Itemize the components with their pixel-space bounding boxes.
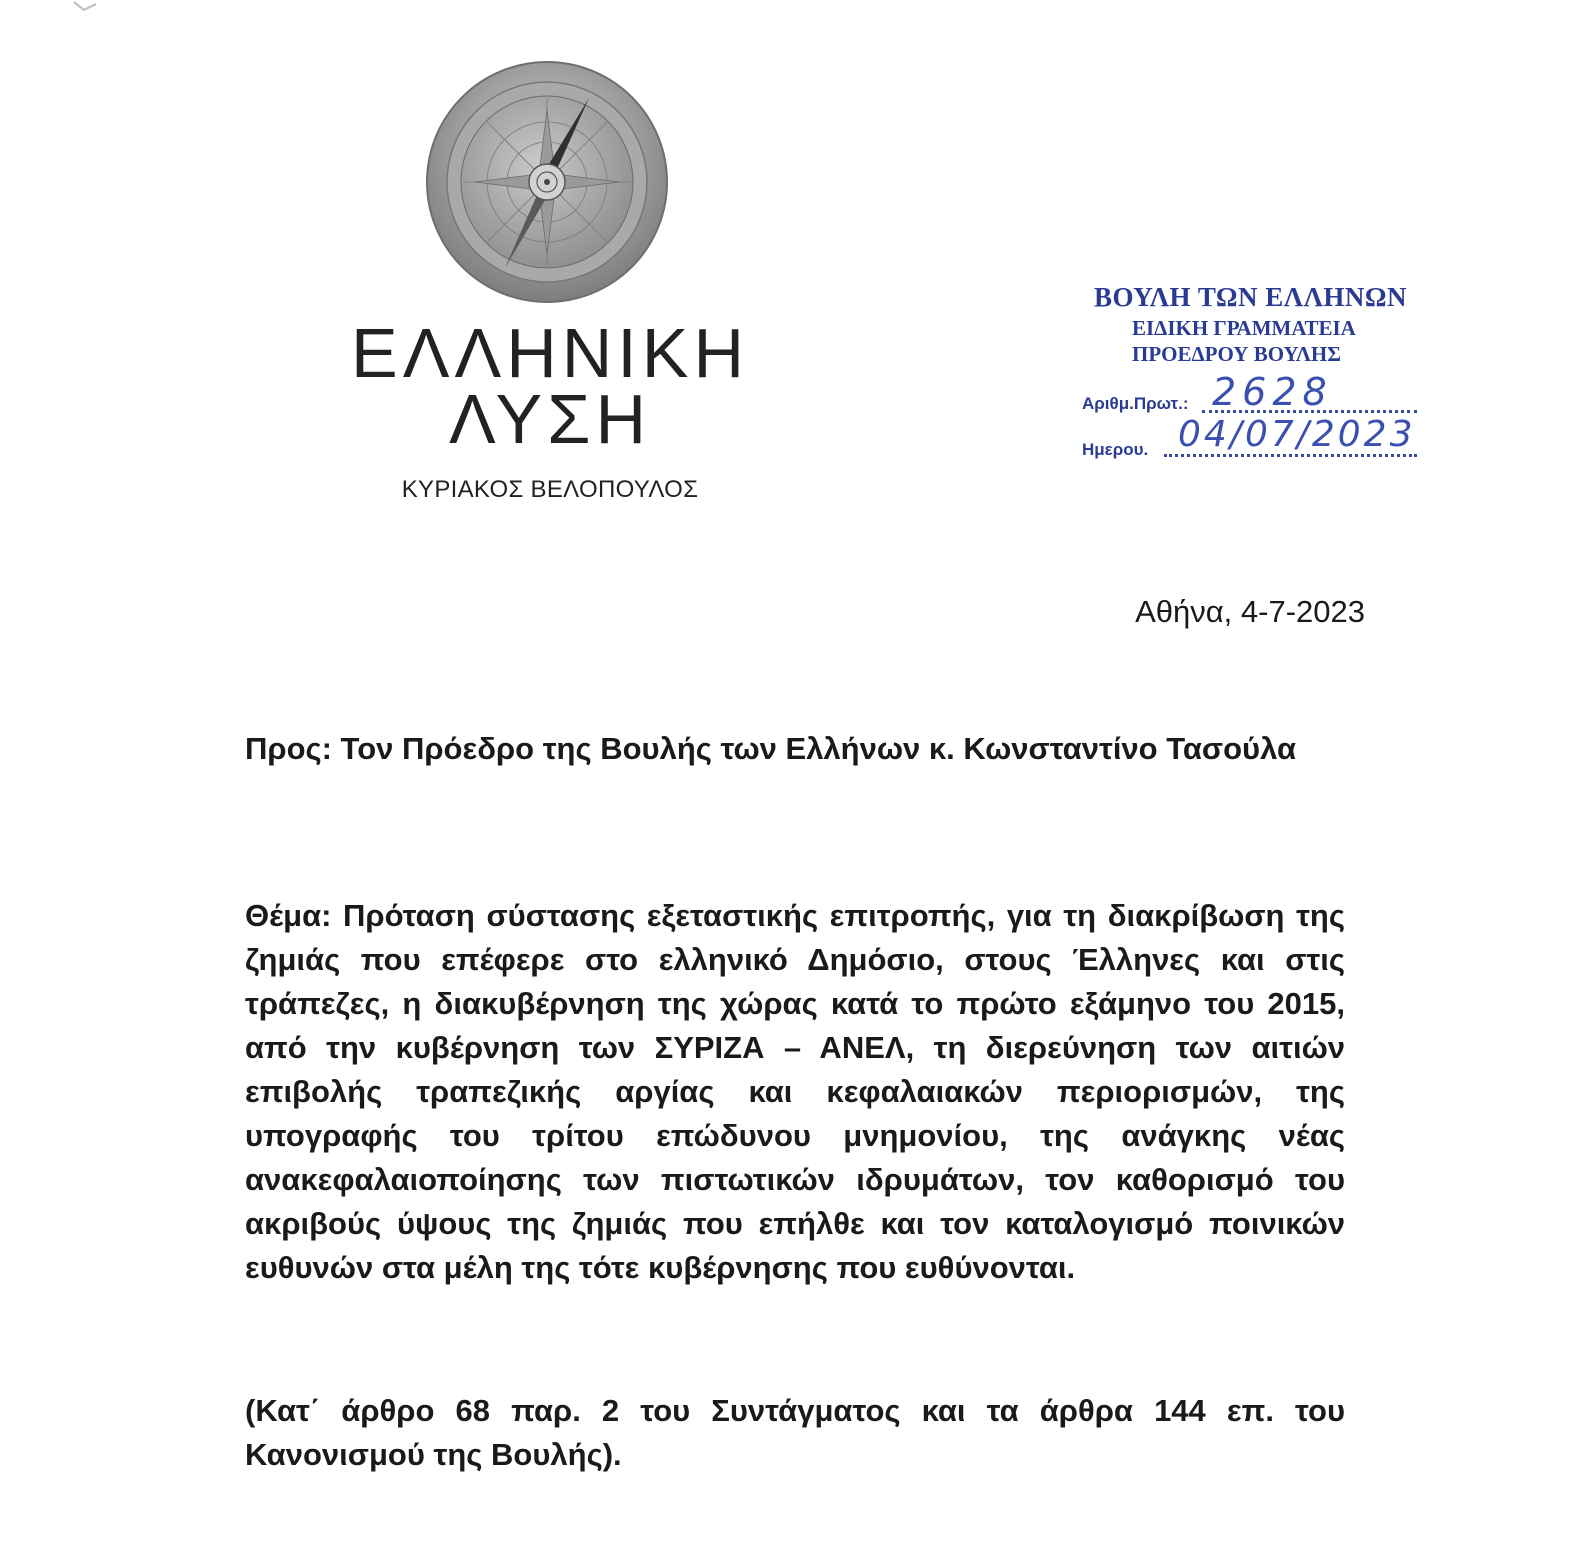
party-name-line2: ΛΥΣΗ [448,380,652,458]
party-name-line1: ΕΛΛΗΝΙΚΗ [351,314,749,392]
stamp-title: ΒΟΥΛΗ ΤΩΝ ΕΛΛΗΝΩΝ [1094,282,1408,312]
stamp-department: ΕΙΔΙΚΗ ΓΡΑΜΜΑΤΕΙΑ [1132,316,1356,340]
document-date: Αθήνα, 4-7-2023 [1135,594,1365,629]
party-leader-name: ΚΥΡΙΑΚΟΣ ΒΕΛΟΠΟΥΛΟΣ [401,476,699,503]
parliament-registration-stamp [1080,282,1500,472]
stamp-date-value: 04/07/2023 [1178,414,1416,455]
stamp-date-label: Ημερου. [1082,440,1149,459]
stamp-protocol-number: 2628 [1212,370,1333,414]
stamp-protocol-label: Αριθμ.Πρωτ.: [1082,394,1189,413]
recipient-line: Προς: Τον Πρόεδρο της Βουλής των Ελλήνων κ. Κωνσταντίνο Τασούλα [245,731,1297,766]
stamp-office: ΠΡΟΕΔΡΟΥ ΒΟΥΛΗΣ [1132,342,1341,366]
scan-artifact-mark [70,0,110,16]
compass-logo-icon [423,58,671,306]
legal-basis-paragraph: (Κατ΄ άρθρο 68 παρ. 2 του Συντάγματος και τα άρθρα 144 επ. του Κανονισμού της Βουλής). [245,1393,1345,1472]
subject-paragraph: Θέμα: Πρόταση σύστασης εξεταστικής επιτροπής, για τη διακρίβωση της ζημιάς που επέφερε στο ελληνικό Δημόσιο, στους Έλληνες και στις τράπεζες, η διακυβέρνηση της χώρας κατά το πρώτο εξάμηνο του 2015, από την κυβέρνηση των ΣΥΡΙΖΑ – ΑΝΕΛ, τη διερεύνηση των αιτιών επιβολής τραπεζικής αργίας και κεφαλαιακών περιορισμών, της υπογραφής του τρίτου επώδυνου μνημονίου, της ανάγκης νέας ανακεφαλαιοποίησης των πιστωτικών ιδρυμάτων, τον καθορισμό του ακριβούς ύψους της ζημιάς που επήλθε και τον καταλογισμό ποινικών ευθυνών στα μέλη της τότε κυβέρνησης που ευθύνονται. [245,898,1345,1285]
